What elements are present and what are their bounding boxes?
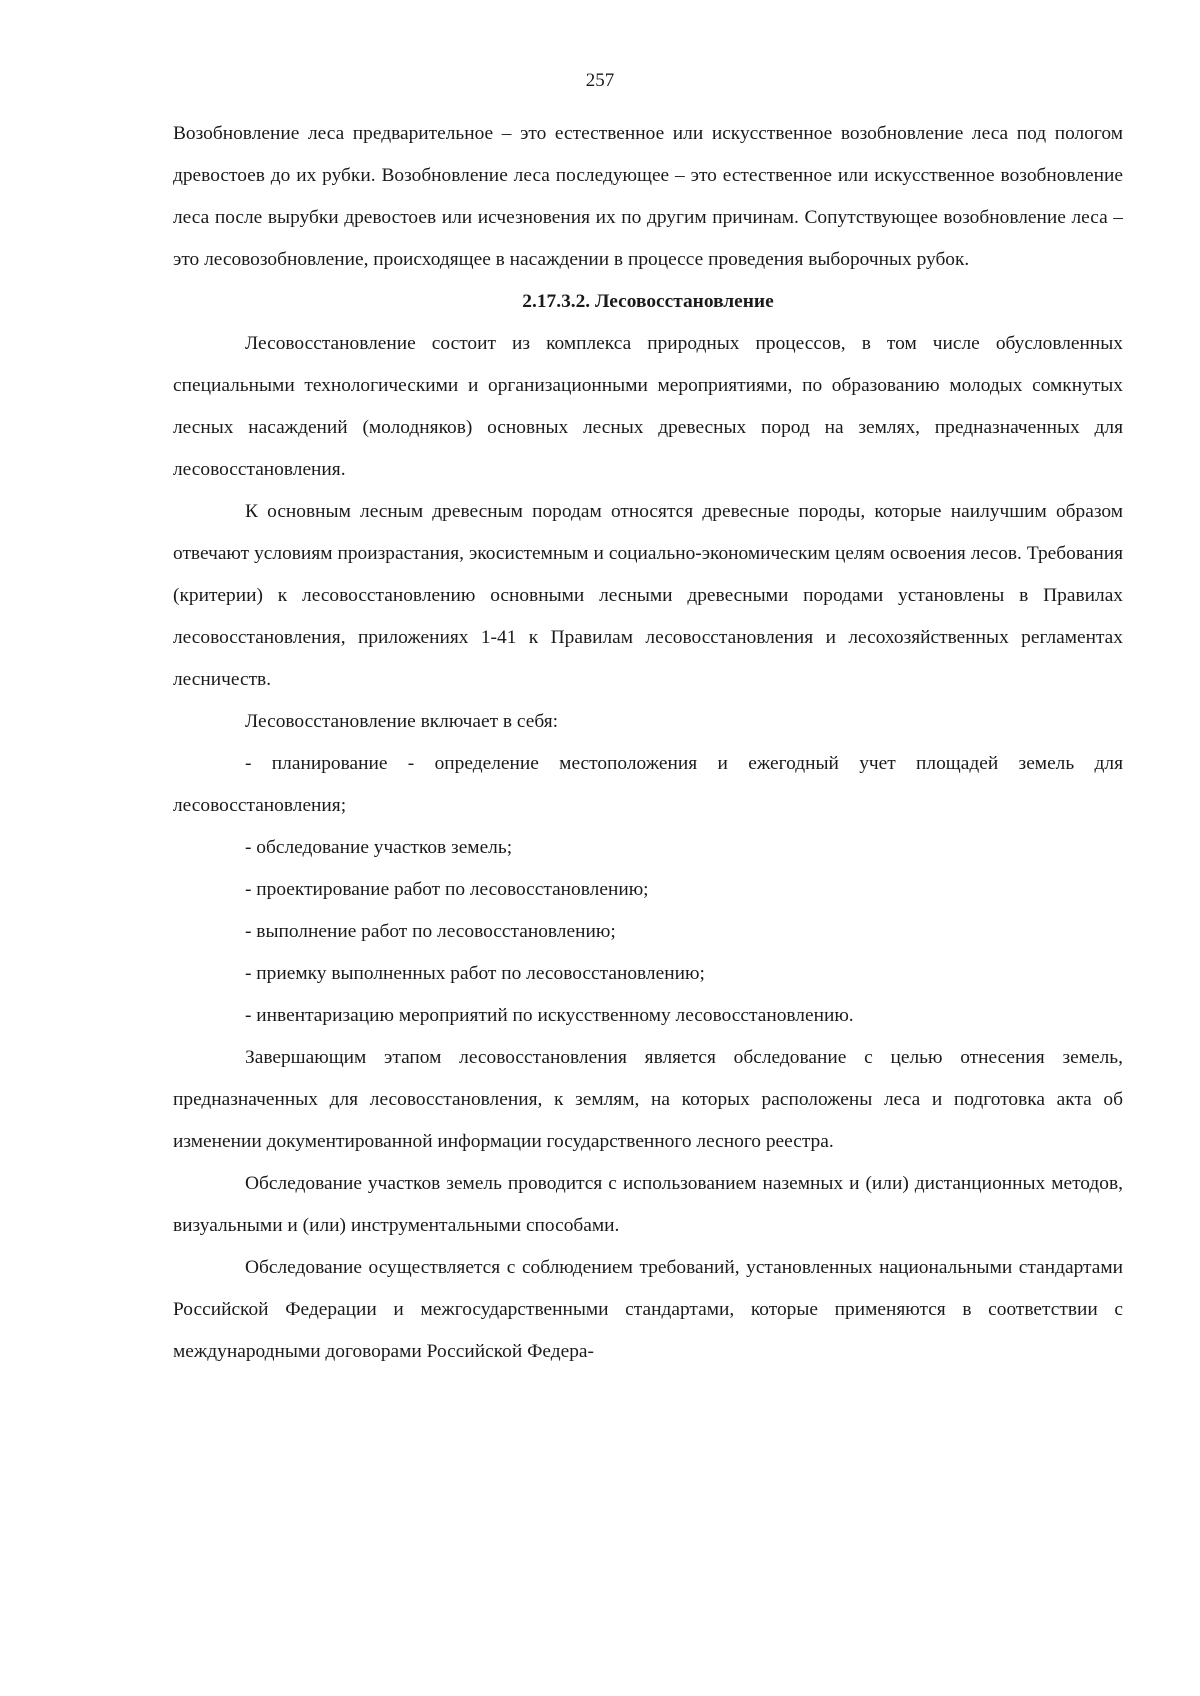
list-item-design: - проектирование работ по лесовосстановлению; xyxy=(245,879,649,900)
document-body xyxy=(173,113,1123,1373)
section-heading: 2.17.3.2. Лесовосстановление xyxy=(522,291,774,312)
list-item-acceptance: - приемку выполненных работ по лесовосстановлению; xyxy=(245,963,705,984)
list-item-planning: - планирование - определение местоположения и ежегодный учет площадей земель для лесовосстановления; xyxy=(173,753,1123,816)
list-item-inventory: - инвентаризацию мероприятий по искусственному лесовосстановлению. xyxy=(245,1005,854,1026)
list-item-survey: - обследование участков земель; xyxy=(245,837,513,858)
paragraph-reforestation-definition: Лесовосстановление состоит из комплекса природных процессов, в том числе обусловленных специальными технологическими и организационными мероприятиями, по образованию молодых сомкнутых лесных насаждений (молодняков) основных лесных древесных пород на землях, предназначенных для лесовосстановления. xyxy=(173,333,1123,480)
paragraph-main-species: К основным лесным древесным породам относятся древесные породы, которые наилучшим образом отвечают условиям произрастания, экосистемным и социально-экономическим целям освоения лесов. Требования (критерии) к лесовосстановлению основными лесными древесными породами установлены в Правилах лесовосстановления, приложениях 1-41 к Правилам лесовосстановления и лесохозяйственных регламентах лесничеств. xyxy=(173,501,1123,690)
paragraph-survey-methods: Обследование участков земель проводится с использованием наземных и (или) дистанционных методов, визуальными и (или) инструментальными способами. xyxy=(173,1173,1123,1236)
paragraph-standards: Обследование осуществляется с соблюдением требований, установленных национальными стандартами Российской Федерации и межгосударственными стандартами, которые применяются в соответствии с международными договорами Российской Федера- xyxy=(173,1257,1123,1362)
list-item-execution: - выполнение работ по лесовосстановлению; xyxy=(245,921,616,942)
paragraph-final-stage: Завершающим этапом лесовосстановления является обследование с целью отнесения земель, предназначенных для лесовосстановления, к землям, на которых расположены леса и подготовка акта об изменении документированной информации государственного лесного реестра. xyxy=(173,1047,1123,1152)
page-number: 257 xyxy=(585,70,615,91)
paragraph-forest-regeneration: Возобновление леса предварительное – это естественное или искусственное возобновление леса под пологом древостоев до их рубки. Возобновление леса последующее – это естественное или искусственное возобновление леса после вырубки древостоев или исчезновения их по другим причинам. Сопутствующее возобновление леса – это лесовозобновление, происходящее в насаждении в процессе проведения выборочных рубок. xyxy=(173,123,1123,270)
paragraph-includes: Лесовосстановление включает в себя: xyxy=(245,711,559,732)
